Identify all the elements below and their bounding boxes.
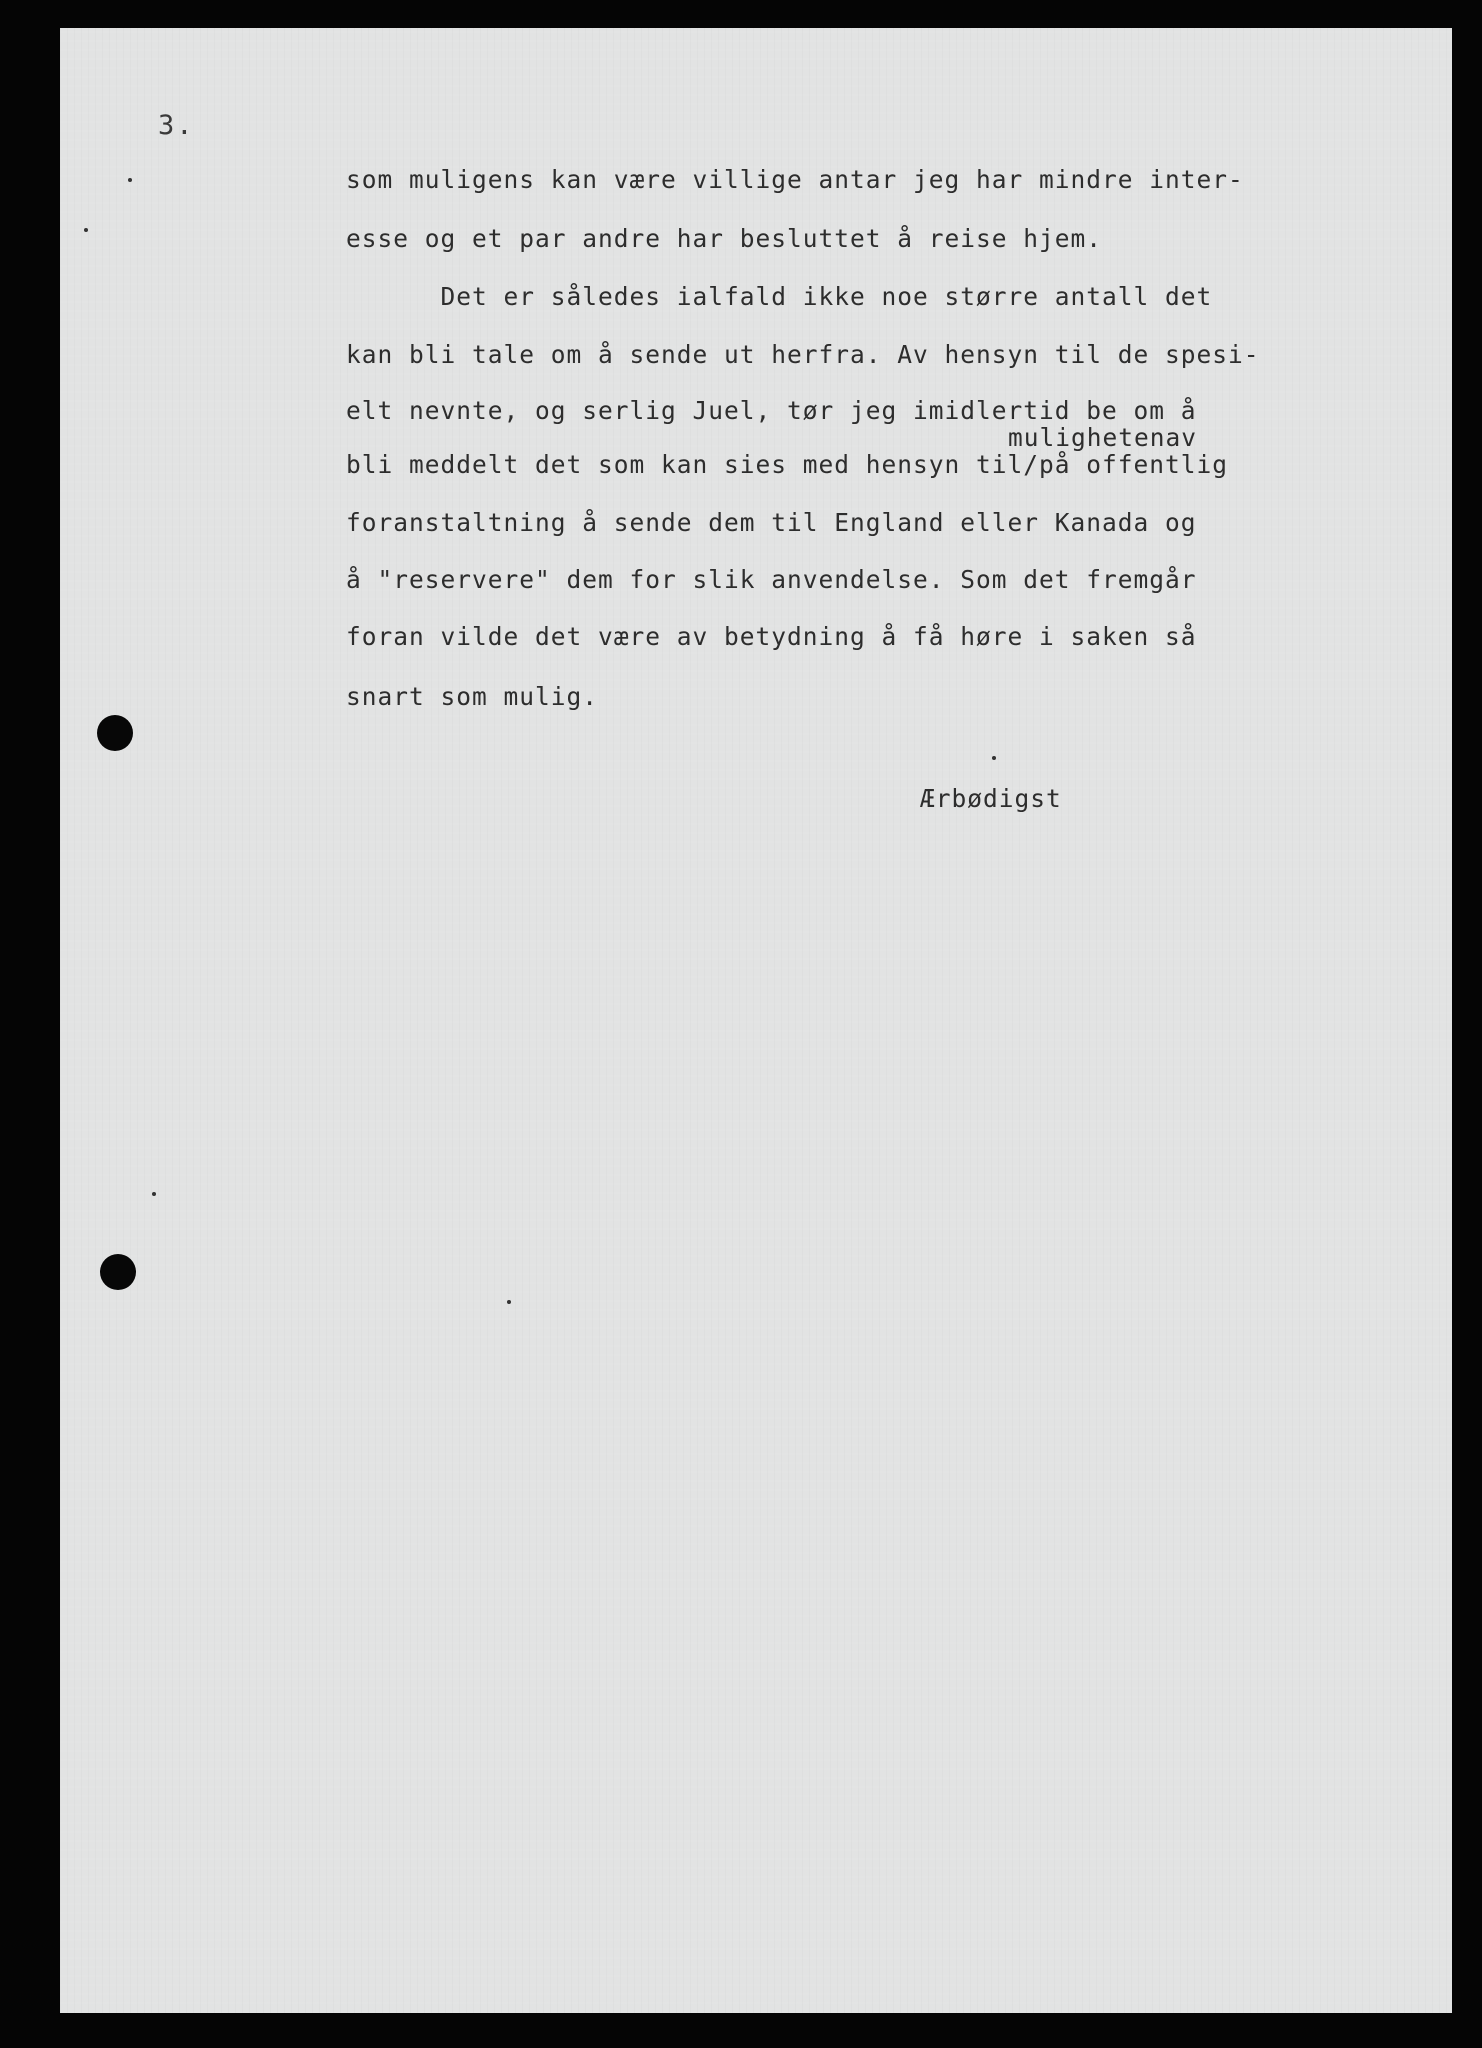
text-line: å "reservere" dem for slik anvendelse. Som det fremgår: [346, 565, 1197, 594]
punch-hole-icon: [97, 715, 133, 751]
document-page: [60, 28, 1452, 2013]
ink-speck: [507, 1300, 511, 1304]
punch-hole-icon: [100, 1254, 136, 1290]
text-line: foran vilde det være av betydning å få høre i saken så: [346, 622, 1197, 651]
text-line: foranstaltning å sende dem til England eller Kanada og: [346, 508, 1197, 537]
ink-speck: [84, 228, 88, 232]
text-line: Det er således ialfald ikke noe større antall det: [346, 282, 1213, 311]
text-line: bli meddelt det som kan sies med hensyn til/på offentlig: [346, 450, 1229, 479]
text-line: som muligens kan være villige antar jeg har mindre inter-: [346, 165, 1244, 194]
ink-speck: [128, 178, 132, 182]
text-line: elt nevnte, og serlig Juel, tør jeg imidlertid be om å: [346, 396, 1197, 425]
interlinear-insertion: mulighetenav: [1008, 423, 1198, 452]
text-line: snart som mulig.: [346, 682, 599, 711]
ink-speck: [152, 1192, 156, 1196]
text-line: esse og et par andre har besluttet å reise hjem.: [346, 224, 1103, 253]
text-line: kan bli tale om å sende ut herfra. Av hensyn til de spesi-: [346, 340, 1260, 369]
ink-speck: [992, 756, 996, 760]
closing-salutation: Ærbødigst: [920, 784, 1062, 813]
page-number: 3.: [158, 110, 195, 141]
